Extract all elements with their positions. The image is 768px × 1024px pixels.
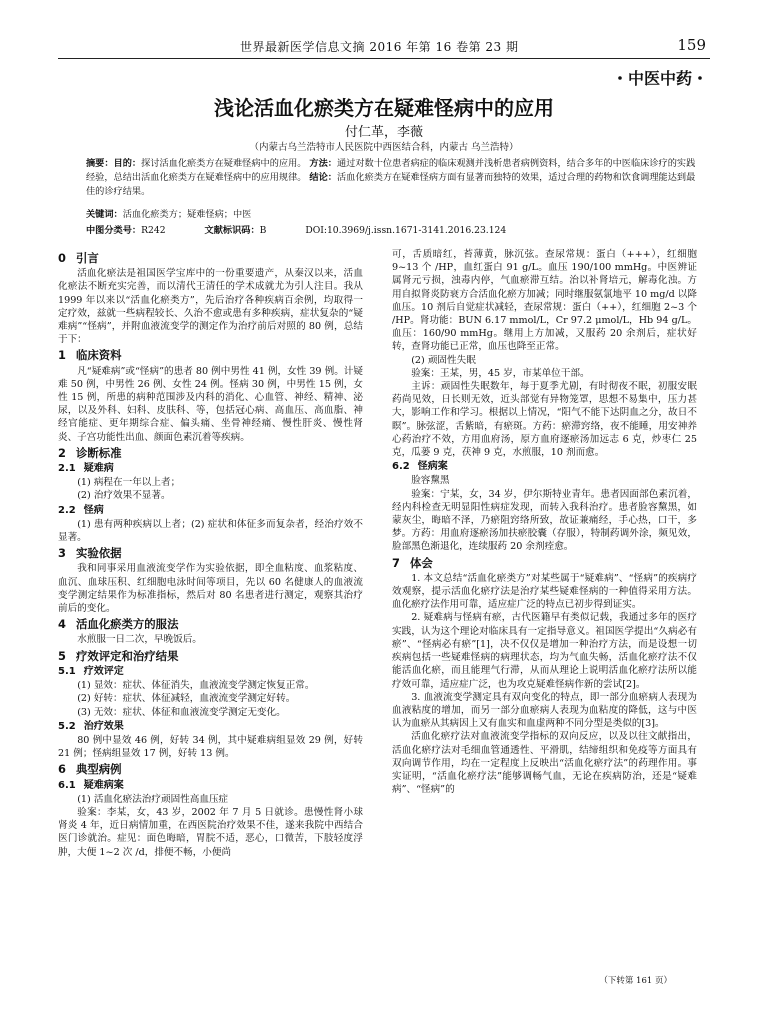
- classification-line: [86, 222, 700, 236]
- continued-note: （下转第 161 页）: [599, 976, 672, 986]
- section-heading: 4 活血化瘀类方的服法: [58, 617, 179, 632]
- subsection-heading: 5.2 治疗效果: [58, 720, 124, 732]
- list-item: (1) 显效：症状、体征消失，血液流变学测定恢复正常。: [77, 680, 315, 692]
- header-rule: [58, 58, 710, 59]
- section-heading: 5 疗效评定和治疗结果: [58, 648, 179, 663]
- doi: DOI:10.3969/j.issn.1671-3141.2016.23.124: [305, 225, 507, 236]
- section-heading: 2 诊断标准: [58, 445, 122, 460]
- case-subtitle: (1) 活血化瘀法治疗顽固性高血压症: [77, 793, 229, 805]
- paragraph: 2. 疑难病与怪病有瘀，古代医籍早有类似记载，我通过多年的医疗实践，认为这个理论对临床具有一定指导意义。祖国医学提出“久病必有瘀”、“怪病必有瘀”[1]，决不仅仅是增加一种治疗方法，而是设想一切疾病包括一些疑难怪病的病理状态，均为气血失畅，活血化瘀疗法不仅能活血化瘀，而且能理气行滞，从而从理论上说明活血化瘀疗法所以能疗效可靠，适应症广泛，也为攻克疑难怪病作新的尝试[2]。: [392, 612, 697, 690]
- section-heading: 1 临床资料: [58, 348, 122, 363]
- subsection-heading: 5.1 疗效评定: [58, 665, 124, 677]
- abstract-objective: 探讨活血化瘀类方在疑难怪病中的应用。: [141, 158, 307, 169]
- section-heading: 6 典型病例: [58, 762, 122, 777]
- subsection-heading: 2.1 疑难病: [58, 463, 114, 475]
- paragraph: 验案：王某，男，45 岁，市某单位干部。: [411, 367, 590, 379]
- paragraph: 活血化瘀疗法对血液流变学指标的双向反应，以及以往文献指出，活血化瘀疗法对毛细血管通透性、平滑肌，结缔组织和免疫等方面具有双向调节作用，均在一定程度上反映出“活血化瘀疗法”的药理作用。事实证明，“活血化瘀疗法”能够调畅气血，无论在疾病防治，还是“疑难病”、“怪病”的: [392, 731, 697, 796]
- paragraph: (1) 患有两种疾病以上者；(2) 症状和体征多而复杂者，经治疗效不显著。: [58, 518, 363, 544]
- list-item: (1) 病程在一年以上者；: [77, 477, 181, 489]
- abstract-conclusion-label: 结论：: [309, 172, 337, 184]
- paragraph: 主诉：顽固性失眠数年，每于夏季尤剧，有时彻夜不眠，初服安眠药尚见效，日长则无效，近头部觉有异物笼罩，思想不易集中，压力甚大，影响工作和学习。根据以上情况，“阳气不能下达阴血之分，故日不瞑”。脉弦涩，舌紫暗，有瘀斑。方药：瘀滞窍络，夜不能睡，用安神养心药治疗不效，方用血府汤，原方血府逐瘀汤加远志 6 克，炒枣仁 25 克，瓜蒌 9 克，茯神 9 克，水煎服，10 剂而愈。: [392, 381, 697, 459]
- column-tag: ・中医中药・: [611, 69, 708, 88]
- keywords-label: 关键词：: [86, 209, 123, 220]
- list-item: (2) 好转：症状、体征减轻，血液流变学测定好转。: [77, 693, 296, 705]
- left-column: [58, 249, 363, 859]
- paragraph: 我和同事采用血液流变学作为实验依据，即全血粘度、血浆粘度、血沉、血球压积、红细胞电泳时间等项目，先以 60 名健康人的血液流变学测定结果作为标准指标，然后对 80 名患者进行测定，观察其治疗前后的变化。: [58, 563, 363, 615]
- paragraph: 3. 血液流变学测定具有双向变化的特点，即一部分血瘀病人表现为血液粘度的增加，而另一部分血瘀病人表现为血粘度的降低，这与中医认为血瘀从其病因上又有血实和血虚两种不同分型是类似的[3]。: [392, 691, 697, 730]
- abstract-method: 通过对数十位患者病症的临床观测并浅析患者病例资料，结合多年的中医临床诊疗的实践经验，总结出活血化瘀类方在疑难怪病中的应用规律。: [86, 158, 696, 184]
- paragraph: 可，舌质暗红，苔薄黄，脉沉弦。查尿常规：蛋白（+++），红细胞 9~13 个 /HP，血红蛋白 91 g/L。血压 190/100 mmHg。中医辨证属肾元亏损，浊毒内停，气血瘀滞互结。治以补肾培元，解毒化浊。方用自拟肾炎防衰方合活血化瘀方加减；同时继服氨氯地平 10 mg/d 以降血压。10 剂后自觉症状减轻，查尿常规：蛋白（++），红细胞 2~3 个 /HP。肾功能：BUN 6.17 mmol/L，Cr 97.2 μmol/L，Hb 94 g/L。血压：160/90 mmHg。继用上方加减，又服药 20 余剂后，症状好转，查肾功能已正常，血压也降至正常。: [392, 249, 697, 353]
- case-subtitle: 脸容黧黑: [411, 475, 450, 487]
- section-heading: 0 引言: [58, 251, 99, 265]
- article-affiliation: （内蒙古乌兰浩特市人民医院中西医结合科，内蒙古 乌兰浩特）: [249, 142, 519, 153]
- clc-value: R242: [141, 225, 166, 236]
- section-heading: 7 体会: [392, 555, 433, 570]
- clc-label: 中图分类号：: [86, 225, 142, 236]
- paragraph: 活血化瘀法是祖国医学宝库中的一份重要遗产，从秦汉以来，活血化瘀法不断充实完善，而以清代王清任的学术成就尤为引人注目。我从 1999 年以来以“活血化瘀类方”，先后治疗各种疾病百余例，均取得一定疗效，兹就一些病程较长、久治不愈或患有多种疾病，症状复杂的“疑难病”“怪病”，并附血液流变学的测定作为治疗前后对照的 80 例，总结于下：: [58, 268, 363, 346]
- doc-code-value: B: [259, 225, 267, 236]
- paragraph: 凡“疑难病”或“怪病”的患者 80 例中男性 41 例，女性 39 例。计疑难 50 例，中男性 26 例、女性 24 例。怪病 30 例，中男性 15 例，女性 15 例，所患的病种范围涉及内科的消化、心血管、神经、精神、泌尿，以及外科、妇科、皮肤科、等，包括冠心病、高血压、高血脂、神经官能症、更年期综合症、偏头痛、坐骨神经痛、慢性肝炎、慢性肾炎、子宫功能性出血、颜面色素沉着等疾病。: [58, 365, 363, 443]
- abstract-method-label: 方法：: [309, 158, 337, 169]
- article-authors: 付仁革，李薇: [344, 125, 423, 140]
- paragraph: 水煎服一日二次，早晚饭后。: [77, 634, 202, 646]
- paragraph: 验案：宁某，女，34 岁，伊尔斯特业青年。患者因面部色素沉着，经内科检查无明显阳性病症发现，而转入我科治疗。患者脸容黧黑，如蒙灰尘，晦暗不泽，乃瘀阻窍络所致，故证兼痛经，手心热，口干，多梦。方药：用血府逐瘀汤加扶瘀胶囊（存服），特制药调外涂，频见效，脸部黑色渐退化，连续服药 20 余剂痊愈。: [392, 488, 697, 553]
- article-title: 浅论活血化瘀类方在疑难怪病中的应用: [214, 96, 554, 120]
- page-number: 159: [677, 36, 706, 54]
- doc-code-label: 文献标识码：: [204, 225, 260, 236]
- section-heading: 3 实验依据: [58, 546, 122, 561]
- keywords-text: 活血化瘀类方；疑难怪病；中医: [122, 209, 252, 220]
- paragraph: 1. 本文总结“活血化瘀类方”对某些属于“疑难病”、“怪病”的疾病疗效观察，提示活血化瘀疗法是治疗某些疑难怪病的一种值得采用方法。血化瘀疗法作用可靠，适应症广泛的特点已初步得到证实。: [392, 572, 697, 611]
- paragraph: 验案：李某，女，43 岁，2002 年 7 月 5 日就诊。患慢性肾小球肾炎 4 年，近日病情加重，在西医院治疗效果不佳，遂来我院中西结合医门诊就治。症见：面色晦暗，胃脘不适，恶心，口微苦，下肢轻度浮肿，大便 1~2 次 /d，排便不畅，小便尚: [58, 806, 363, 858]
- list-item: (3) 无效：症状、体征和血液流变学测定无变化。: [77, 706, 286, 718]
- subsection-heading: 2.2 怪病: [58, 504, 104, 516]
- abstract: [86, 157, 700, 200]
- case-subtitle: (2) 顽固性失眠: [411, 354, 476, 366]
- list-item: (2) 治疗效果不显著。: [77, 490, 171, 502]
- keywords: [86, 206, 700, 220]
- running-header: 世界最新医学信息文摘 2016 年第 16 卷第 23 期: [240, 40, 519, 54]
- right-column: [392, 248, 697, 796]
- subsection-heading: 6.2 怪病案: [392, 461, 448, 473]
- abstract-conclusion: 活血化瘀类方在疑难怪病方面有显著而独特的效果，适过合理的药物和饮食调理能达到最佳的诊疗结果。: [86, 172, 696, 198]
- abstract-objective-label: 摘要：目的：: [86, 158, 142, 169]
- subsection-heading: 6.1 疑难病案: [58, 779, 124, 791]
- paragraph: 80 例中显效 46 例，好转 34 例，其中疑难病组显效 29 例，好转 21 例；怪病组显效 17 例，好转 13 例。: [58, 734, 363, 760]
